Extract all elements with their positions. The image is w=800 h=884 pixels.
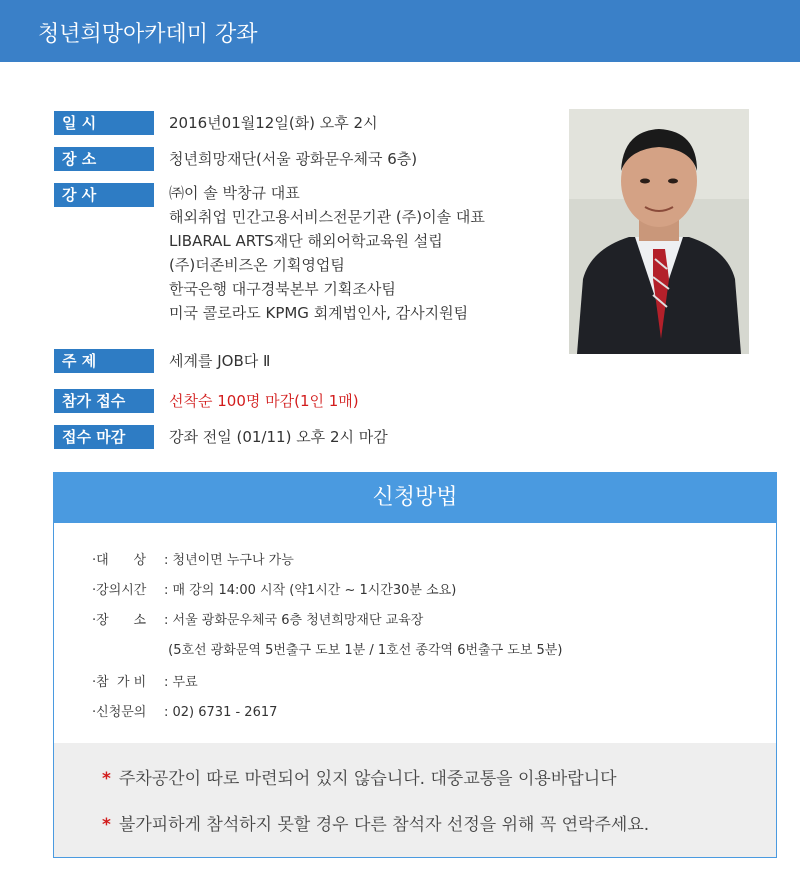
notice-item [102,767,617,791]
detail-row [92,611,423,631]
date-label: 일 시 [54,111,154,135]
lecturer-line: 한국은행 대구경북본부 기획조사팀 [169,280,396,298]
notice-item [102,813,649,837]
detail-key: ·신청문의 [92,705,147,720]
detail-key: ·장 소 [92,613,147,628]
lecturer-line: 해외취업 민간고용서비스전문기관 (주)이솔 대표 [169,208,485,226]
deadline-label: 접수 마감 [54,425,154,449]
place-label: 장 소 [54,147,154,171]
detail-value: : 서울 광화문우체국 6층 청년희망재단 교육장 [164,613,424,628]
detail-value: : 매 강의 14:00 시작 (약1시간 ~ 1시간30분 소요) [164,583,457,598]
detail-row [92,581,456,601]
application-title: 신청방법 [54,473,776,523]
topic-label: 주 제 [54,349,154,373]
lecturer-photo [569,109,749,354]
detail-value: (5호선 광화문역 5번출구 도보 1분 / 1호선 종각역 6번출구 도보 5분) [164,643,563,658]
detail-row [92,551,294,571]
page-title: 청년희망아카데미 강좌 [38,22,258,47]
notice-text: 주차공간이 따로 마련되어 있지 않습니다. 대중교통을 이용바랍니다 [118,769,617,789]
page-header [0,0,800,62]
lecturer-line: LIBARAL ARTS재단 해외어학교육원 설립 [169,232,443,250]
application-box [53,472,777,858]
detail-row [92,641,562,661]
lecturer-profile [169,181,485,325]
detail-value: : 02) 6731 - 2617 [164,705,278,720]
place-value: 청년희망재단(서울 광화문우체국 6층) [169,150,418,168]
deadline-value: 강좌 전일 (01/11) 오후 2시 마감 [169,428,388,446]
lecturer-line: (주)더존비즈온 기획영업팀 [169,256,345,274]
detail-value: : 무료 [164,675,198,690]
detail-row [92,703,277,723]
detail-key: ·강의시간 [92,583,147,598]
lecturer-line: ㈜이 솔 박창규 대표 [169,184,300,202]
asterisk-icon: * [102,815,111,835]
date-value: 2016년01월12일(화) 오후 2시 [169,114,378,132]
detail-key: ·참 가 비 [92,675,147,690]
notice-area [54,743,776,857]
detail-key: ·대 상 [92,553,147,568]
detail-value: : 청년이면 누구나 가능 [164,553,294,568]
registration-label: 참가 접수 [54,389,154,413]
lecturer-label: 강 사 [54,183,154,207]
lecturer-line: 미국 콜로라도 KPMG 회계법인사, 감사지원팀 [169,304,469,322]
registration-value: 선착순 100명 마감(1인 1매) [169,392,359,410]
detail-row [92,673,198,693]
notice-text: 불가피하게 참석하지 못할 경우 다른 참석자 선정을 위해 꼭 연락주세요. [118,815,650,835]
asterisk-icon: * [102,769,111,789]
topic-value: 세계를 JOB다 Ⅱ [169,352,271,370]
